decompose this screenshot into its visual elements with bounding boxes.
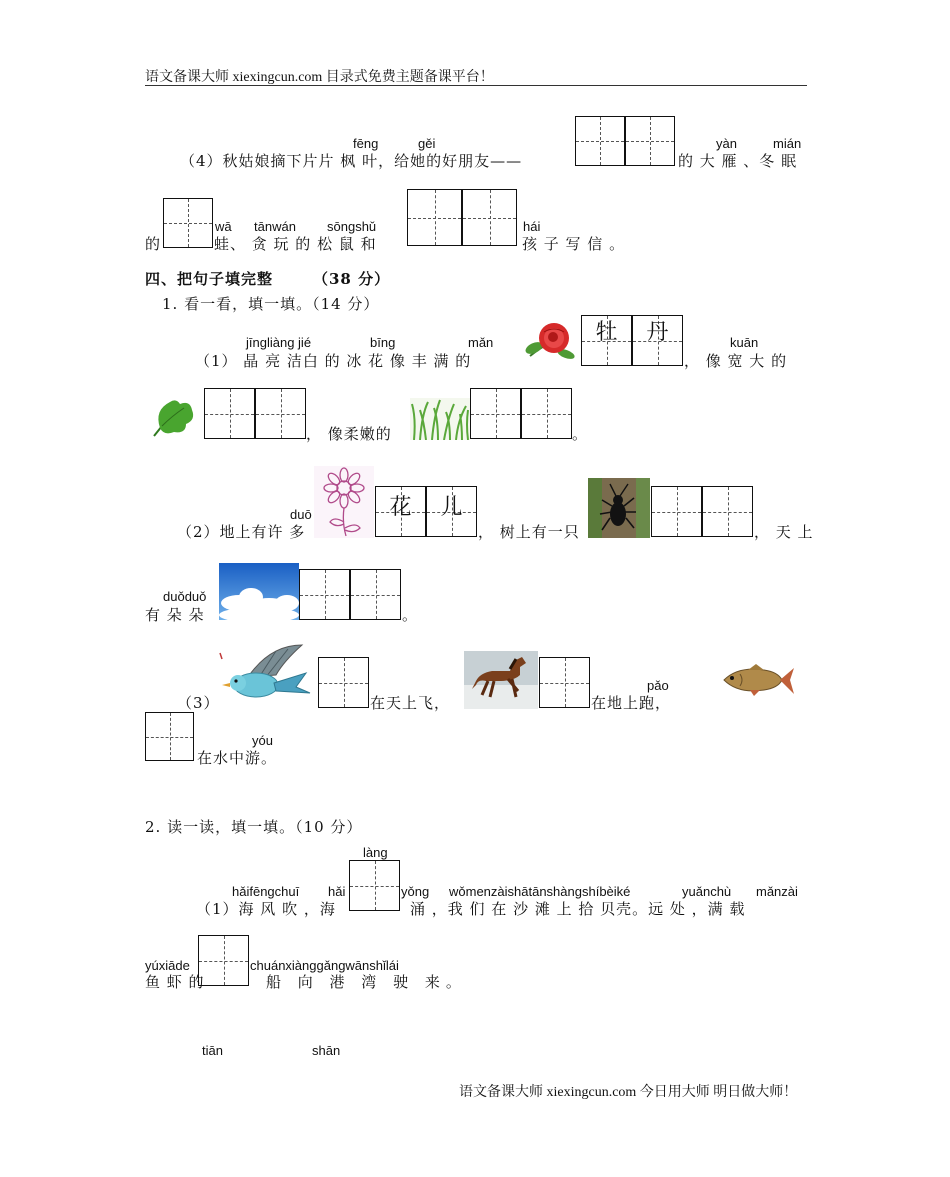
r1-text3: 鱼 虾 的: [145, 973, 205, 991]
answer-box[interactable]: [349, 860, 400, 911]
answer-box[interactable]: [632, 315, 683, 366]
pinyin-gei: gěi: [418, 136, 436, 151]
p3-fly: 在天上飞，: [370, 694, 451, 712]
page-header: 语文备课大师 xiexingcun.com 目录式免费主题备课平台！: [145, 70, 494, 85]
pinyin-yong: yǒng: [401, 884, 430, 899]
pinyin-jingliangjie: jīngliàng jié: [246, 335, 312, 350]
pinyin-kuan: kuān: [730, 335, 759, 350]
p1-text1: （1） 晶 亮 洁白 的 冰 花 像 丰 满 的: [195, 352, 472, 370]
pinyin-duoduo: duǒduǒ: [163, 589, 207, 604]
pinyin-songshu: sōngshǔ: [327, 219, 377, 234]
pinyin-haifengchui: hǎifēngchuī: [232, 884, 300, 899]
pinyin-bing: bīng: [370, 335, 396, 350]
answer-box[interactable]: [625, 116, 675, 166]
p2-text3: ， 天 上: [754, 523, 814, 541]
pinyin-yan: yàn: [716, 136, 737, 151]
q4-line1-text: （4）秋姑娘摘下片片 枫 叶，给她的好朋友——: [180, 152, 523, 170]
p3-swim: 在水中游。: [197, 749, 278, 767]
pinyin-tanwan: tānwán: [254, 219, 296, 234]
answer-box[interactable]: [539, 657, 590, 708]
horse-image: [464, 651, 538, 709]
subsection-1-title: 1. 看一看，填一填。（14 分）: [162, 295, 380, 313]
pinyin-hai: hái: [523, 219, 541, 234]
section-score: （38 分）: [313, 270, 391, 288]
answer-box[interactable]: [407, 189, 462, 246]
pinyin-duo: duō: [290, 507, 312, 522]
answer-box[interactable]: [651, 486, 702, 537]
section-title: 四、把句子填完整: [145, 270, 274, 288]
box-char: 儿: [440, 495, 463, 520]
subsection-2-title: 2. 读一读，填一填。（10 分）: [145, 818, 363, 836]
answer-box[interactable]: [163, 198, 213, 248]
p2-text1: （2）地上有许 多: [177, 523, 306, 541]
answer-box[interactable]: [375, 486, 426, 537]
leaf-image: [150, 396, 196, 440]
bird-image: [218, 643, 314, 707]
p3-label: （3）: [177, 694, 220, 712]
pinyin-man: mǎn: [468, 335, 494, 350]
answer-box[interactable]: [198, 935, 249, 986]
answer-box[interactable]: [204, 388, 255, 439]
p1-text3: ， 像柔嫩的: [306, 425, 392, 443]
sky-clouds-image: [219, 563, 299, 620]
pinyin-pao: pǎo: [647, 678, 669, 693]
pinyin-you: yóu: [252, 733, 273, 748]
pinyin-mian: mián: [773, 136, 802, 151]
answer-box[interactable]: [350, 569, 401, 620]
p2-text2: ， 树上有一只: [478, 523, 580, 541]
fish-image: [720, 662, 796, 698]
box-char: 丹: [646, 320, 669, 345]
p2-end: 。: [402, 606, 419, 624]
pinyin-lang: làng: [363, 845, 388, 860]
answer-box[interactable]: [581, 315, 632, 366]
answer-box[interactable]: [462, 189, 517, 246]
answer-box[interactable]: [145, 712, 194, 761]
answer-box[interactable]: [255, 388, 306, 439]
pinyin-feng: fēng: [353, 136, 379, 151]
grass-image: [410, 398, 470, 440]
pinyin-tian: tiān: [202, 1043, 223, 1058]
pinyin-yuanchu: yuǎnchù: [682, 884, 732, 899]
peony-image: [522, 318, 580, 364]
pinyin-sentence: wǒmenzàishātānshàngshíbèiké: [449, 884, 631, 899]
pinyin-yuxiade: yúxiāde: [145, 958, 190, 973]
r1-text2: 涌 ，我 们 在 沙 滩 上 拾 贝壳。远 处 ，满 载: [410, 900, 746, 918]
p3-run: 在地上跑，: [591, 694, 672, 712]
box-char: 花: [389, 495, 412, 520]
pinyin-chuan: chuánxiànggǎngwānshǐlái: [250, 958, 399, 973]
answer-box[interactable]: [299, 569, 350, 620]
pinyin-wa: wā: [215, 219, 232, 234]
q4-line1-tail: 的 大 雁 、冬 眠: [678, 152, 798, 170]
flower-drawing: [314, 466, 374, 538]
p1-end: 。: [572, 425, 589, 443]
p2-text4: 有 朵 朵: [145, 606, 205, 624]
pinyin-manzai: mǎnzài: [756, 884, 798, 899]
beetle-image: [588, 478, 650, 538]
header-rule: [145, 85, 807, 86]
answer-box[interactable]: [470, 388, 521, 439]
pinyin-shan: shān: [312, 1043, 341, 1058]
answer-box[interactable]: [575, 116, 625, 166]
answer-box[interactable]: [521, 388, 572, 439]
r1-text1: （1）海 风 吹 ，海: [196, 900, 336, 918]
box-char: 牡: [595, 320, 618, 345]
answer-box[interactable]: [426, 486, 477, 537]
q4-line2-mid: 蛙、 贪 玩 的 松 鼠 和: [214, 235, 377, 253]
answer-box[interactable]: [702, 486, 753, 537]
page-footer: 语文备课大师 xiexingcun.com 今日用大师 明日做大师！: [459, 1085, 798, 1100]
q4-line2-tail: 孩 子 写 信 。: [522, 235, 626, 253]
r1-text4: 船 向 港 湾 驶 来。: [266, 973, 467, 991]
pinyin-hai2: hǎi: [328, 884, 346, 899]
q4-line2-de: 的: [145, 235, 162, 253]
answer-box[interactable]: [318, 657, 369, 708]
p1-text2: ， 像 宽 大 的: [684, 352, 788, 370]
